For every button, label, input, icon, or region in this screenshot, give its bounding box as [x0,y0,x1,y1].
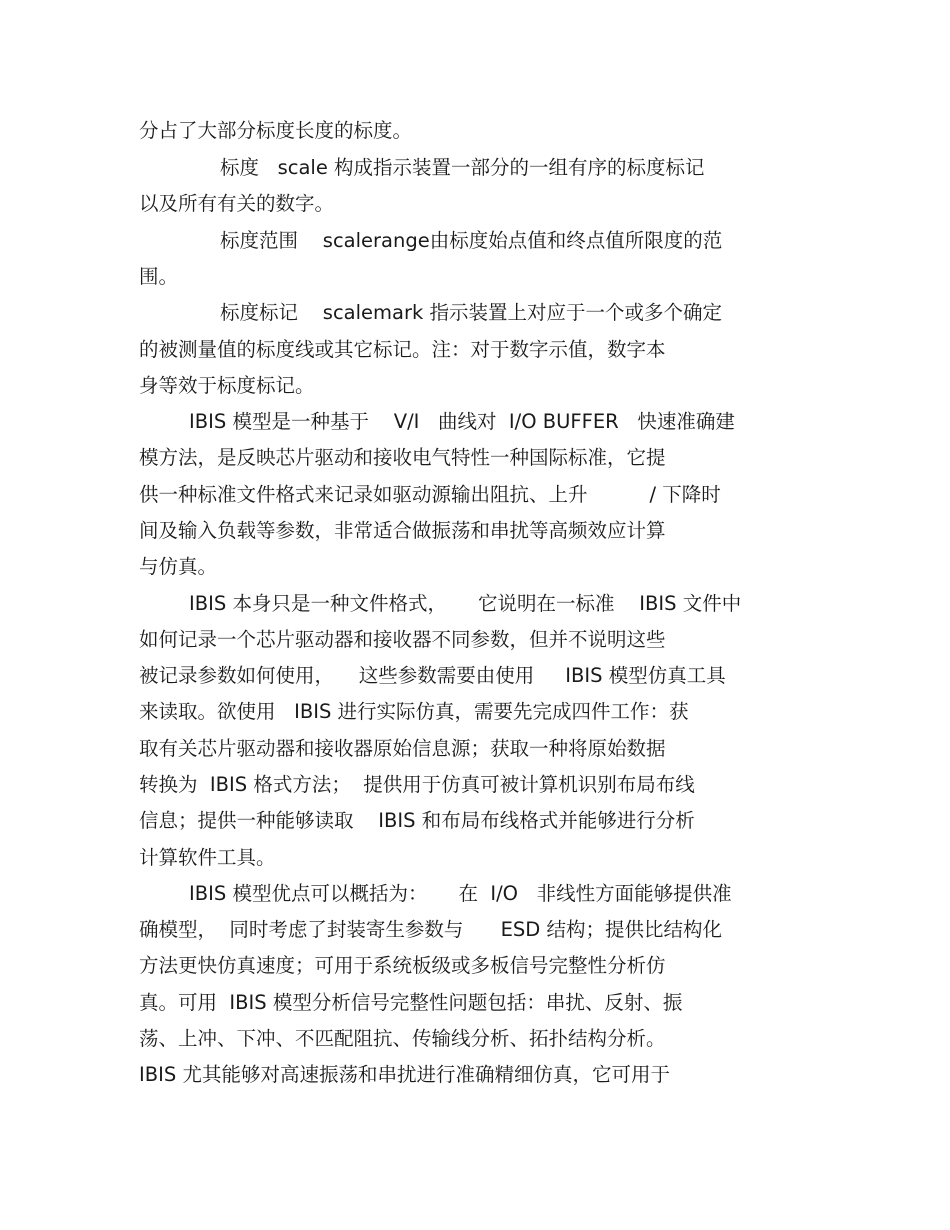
text-line: 方法更快仿真速度；可用于系统板级或多板信号完整性分析仿 [139,954,666,977]
text-line: 分占了大部分标度长度的标度。 [139,119,413,142]
text-line: 荡、上冲、下冲、不匹配阻抗、传输线分析、拓扑结构分析。 [139,1027,666,1050]
text-line: IBIS 模型是一种基于 V/I 曲线对 I/O BUFFER 快速准确建 [189,410,735,433]
text-line: 以及所有有关的数字。 [139,192,335,215]
text-line: 围。 [139,265,179,288]
text-line: IBIS 尤其能够对高速振荡和串扰进行准确精细仿真，它可用于 [139,1063,670,1086]
text-line: 模方法，是反映芯片驱动和接收电气特性一种国际标准，它提 [139,446,666,469]
text-line: 转换为 IBIS 格式方法； 提供用于仿真可被计算机识别布局布线 [139,773,695,796]
text-line: 间及输入负载等参数，非常适合做振荡和串扰等高频效应计算 [139,519,666,542]
text-line: 计算软件工具。 [139,846,276,869]
text-line: 的被测量值的标度线或其它标记。注：对于数字示值，数字本 [139,338,666,361]
text-line: 被记录参数如何使用， 这些参数需要由使用 IBIS 模型仿真工具 [139,664,726,687]
text-line: 供一种标准文件格式来记录如驱动源输出阻抗、上升 / 下降时 [139,483,721,506]
text-line: 如何记录一个芯片驱动器和接收器不同参数，但并不说明这些 [139,628,666,651]
text-line: 标度标记 scalemark 指示装置上对应于一个或多个确定 [220,301,722,324]
text-line: IBIS 本身只是一种文件格式， 它说明在一标准 IBIS 文件中 [189,592,742,615]
text-line: 来读取。欲使用 IBIS 进行实际仿真，需要先完成四件工作：获 [139,700,689,723]
text-line: 标度 scale 构成指示装置一部分的一组有序的标度标记 [220,156,705,179]
text-line: 确模型， 同时考虑了封装寄生参数与 ESD 结构；提供比结构化 [139,918,723,941]
text-line: 与仿真。 [139,555,218,578]
text-line: 信息；提供一种能够读取 IBIS 和布局布线格式并能够进行分析 [139,809,695,832]
text-line: 标度范围 scalerange由标度始点值和终点值所限度的范 [220,229,723,252]
text-line: 真。可用 IBIS 模型分析信号完整性问题包括：串扰、反射、振 [139,991,683,1014]
text-line: IBIS 模型优点可以概括为： 在 I/O 非线性方面能够提供准 [189,882,732,905]
text-line: 取有关芯片驱动器和接收器原始信息源；获取一种将原始数据 [139,737,666,760]
text-line: 身等效于标度标记。 [139,374,315,397]
